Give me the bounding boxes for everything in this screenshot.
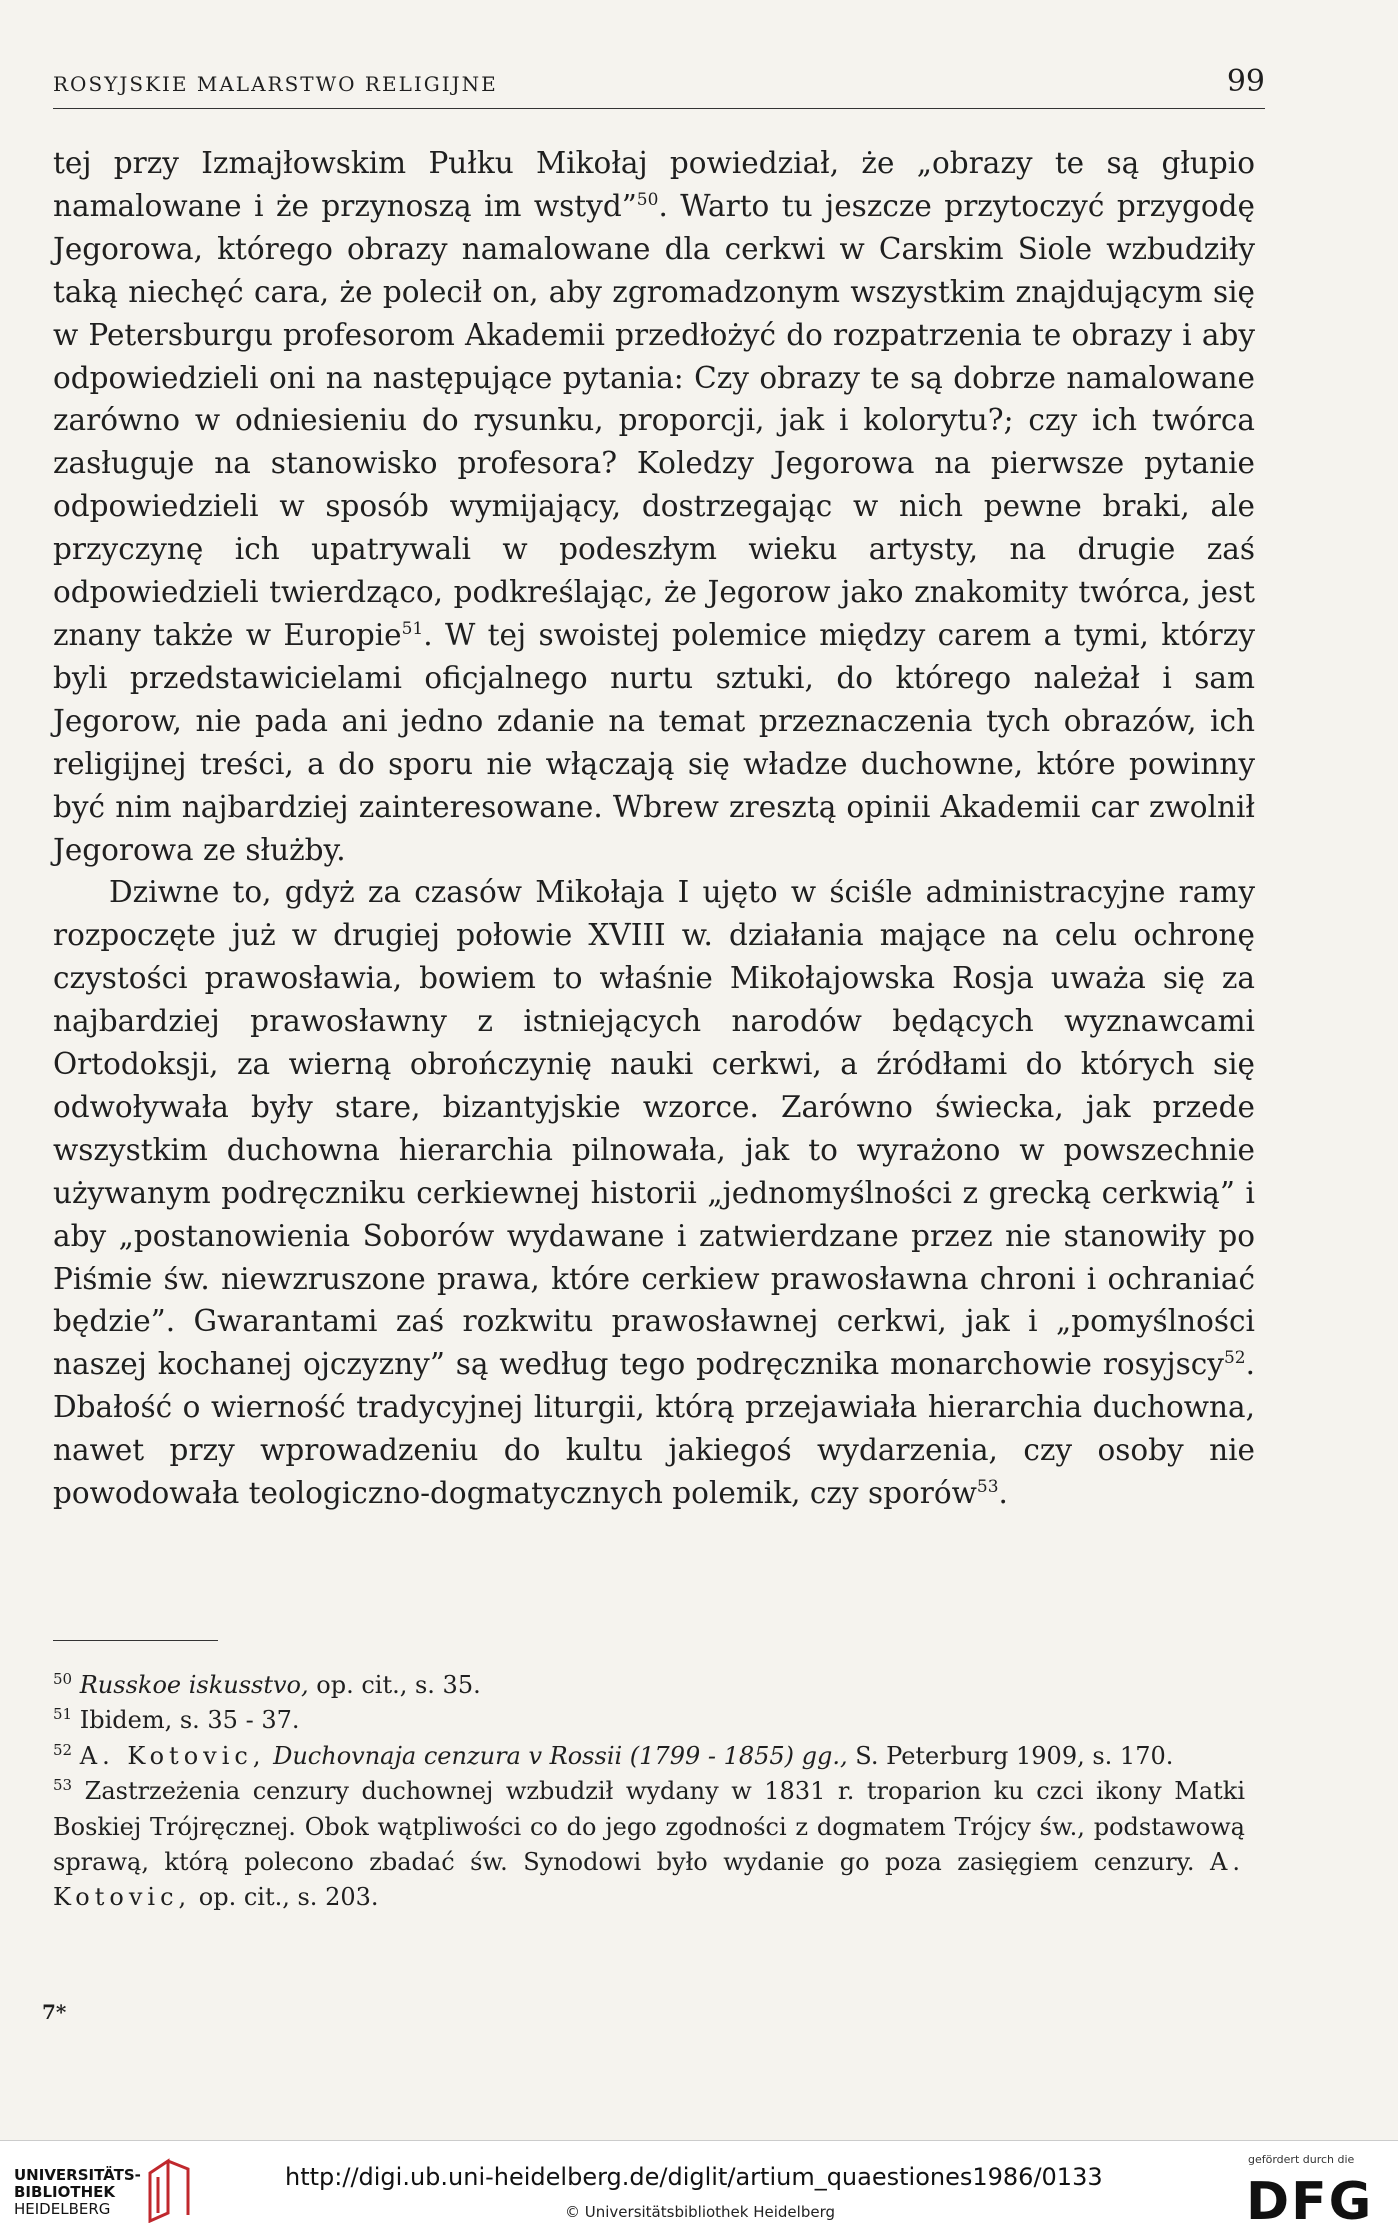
footnote-53	[53, 1774, 1245, 1916]
library-name-line: UNIVERSITÄTS-	[14, 2166, 141, 2184]
footnote-51	[53, 1703, 1245, 1738]
library-name-line: BIBLIOTHEK	[14, 2183, 115, 2201]
footnote-number: 53	[53, 1776, 73, 1795]
page-number: 99	[1226, 64, 1265, 99]
footnote-text: op. cit., s. 35.	[308, 1671, 481, 1699]
footnote-number: 51	[53, 1705, 73, 1724]
footnote-number: 52	[53, 1740, 73, 1759]
footnote-ref-52: 52	[1223, 1348, 1246, 1369]
paragraph-1	[53, 142, 1255, 871]
paragraph-2	[53, 871, 1255, 1515]
printer-signature-mark: 7*	[42, 2000, 67, 2024]
footnotes	[53, 1668, 1245, 1916]
running-title: ROSYJSKIE MALARSTWO RELIGIJNE	[53, 72, 498, 96]
footnote-ref-50: 50	[636, 190, 659, 211]
text-run: . W tej swoistej polemice między carem a tymi, którzy byli przedstawicielami oficjalnego nurtu sztuki, do którego należał i sam Jegorow, nie pada ani jedno zdanie na temat przeznaczenia tych obrazów, ich religijnej treści, a do sporu nie włączają się władze duchowne, które powinny być nim najbardziej zainteresowane. Wbrew zresztą opinii Akademii car zwolnił Jegorowa ze służby.	[53, 617, 1255, 867]
footnote-ref-53: 53	[976, 1477, 999, 1498]
copyright-notice: © Universitätsbibliothek Heidelberg	[565, 2203, 836, 2221]
digitization-footer	[0, 2140, 1398, 2239]
footnote-ref-51: 51	[401, 619, 424, 640]
text-run: .	[998, 1476, 1008, 1511]
footnote-title: Russkoe iskusstvo,	[79, 1671, 309, 1699]
dfg-logo-text: DFG	[1246, 2172, 1374, 2227]
footnote-text: op. cit., s. 203.	[191, 1883, 379, 1912]
university-library-logo-icon	[142, 2155, 196, 2223]
footnote-text: Ibidem, s. 35 - 37.	[79, 1706, 300, 1735]
dfg-logo-icon	[1244, 2169, 1374, 2227]
permalink-url[interactable]: http://digi.ub.uni-heidelberg.de/diglit/artium_quaestiones1986/0133	[285, 2163, 1103, 2191]
footnote-title: Duchovnaja cenzura v Rossii (1799 - 1855) gg.,	[273, 1741, 848, 1770]
footnote-author: A. Kotovic,	[79, 1741, 266, 1770]
main-text	[53, 142, 1255, 1515]
text-run: tej przy Izmajłowskim Pułku Mikołaj powiedział, że „obrazy te są głupio namalowane i że przynoszą im wstyd”	[53, 146, 1255, 223]
footnote-text: S. Peterburg 1909, s. 170.	[847, 1741, 1174, 1770]
footnote-text: Zastrzeżenia cenzury duchownej wzbudził wydany w 1831 r. troparion ku czci ikony Matki Boskiej Trójręcznej. Obok wątpliwości co do jego zgodności z dogmatem Trójcy św., podstawową sprawą, którą polecono zbadać św. Synodowi było wydanie go poza zasięgiem cenzury.	[53, 1777, 1245, 1877]
text-run: . Dbałość o wierność tradycyjnej liturgii, którą przejawiała hierarchia duchowna, nawet przy wprowadzeniu do kultu jakiegoś wydarzenia, czy osoby nie powodowała teologiczno-dogmatycznych polemik, czy sporów	[53, 1347, 1255, 1511]
footnote-separator	[53, 1640, 218, 1641]
footnote-50	[53, 1668, 1245, 1703]
text-run: Dziwne to, gdyż za czasów Mikołaja I ujęto w ściśle administracyjne ramy rozpoczęte już w drugiej połowie XVIII w. działania mające na celu ochronę czystości prawosławia, bowiem to właśnie Mikołajowska Rosja uważa się za najbardziej prawosławny z istniejących narodów będących wyznawcami Ortodoksji, za wierną obrończynię nauki cerkwi, a źródłami do których się odwoływała były stare, bizantyjskie wzorce. Zarówno świecka, jak przede wszystkim duchowna hierarchia pilnowała, jak to wyrażono w powszechnie używanym podręczniku cerkiewnej historii „jednomyślności z grecką cerkwią” i aby „postanowienia Soborów wydawane i zatwierdzane przez nie stanowiły po Piśmie św. niewzruszone prawa, które cerkiew prawosławna chroni i ochraniać będzie”. Gwarantami zaś rozkwitu prawosławnej cerkwi, jak i „pomyślności naszej kochanej ojczyzny” są według tego podręcznika monarchowie rosyjscy	[53, 875, 1255, 1382]
footnote-number: 50	[53, 1670, 73, 1688]
running-header	[53, 64, 1265, 109]
funded-by-label: gefördert durch die	[1248, 2153, 1355, 2166]
footnote-author: A. Kotovic,	[53, 1848, 1245, 1912]
library-name	[14, 2167, 141, 2218]
library-name-line: HEIDELBERG	[14, 2200, 111, 2218]
footnote-52	[53, 1739, 1245, 1774]
text-run: . Warto tu jeszcze przytoczyć przygodę Jegorowa, którego obrazy namalowane dla cerkwi w Carskim Siole wzbudziły taką niechęć cara, że polecił on, aby zgromadzonym wszystkim znajdującym się w Petersburgu profesorom Akademii przedłożyć do rozpatrzenia te obrazy i aby odpowiedzieli oni na następujące pytania: Czy obrazy te są dobrze namalowane zarówno w odniesieniu do rysunku, proporcji, jak i kolorytu?; czy ich twórca zasługuje na stanowisko profesora? Koledzy Jegorowa na pierwsze pytanie odpowiedzieli w sposób wymijający, dostrzegając w nich pewne braki, ale przyczynę ich upatrywali w podeszłym wieku artysty, na drugie zaś odpowiedzieli twierdząco, podkreślając, że Jegorow jako znakomity twórca, jest znany także w Europie	[53, 188, 1255, 652]
